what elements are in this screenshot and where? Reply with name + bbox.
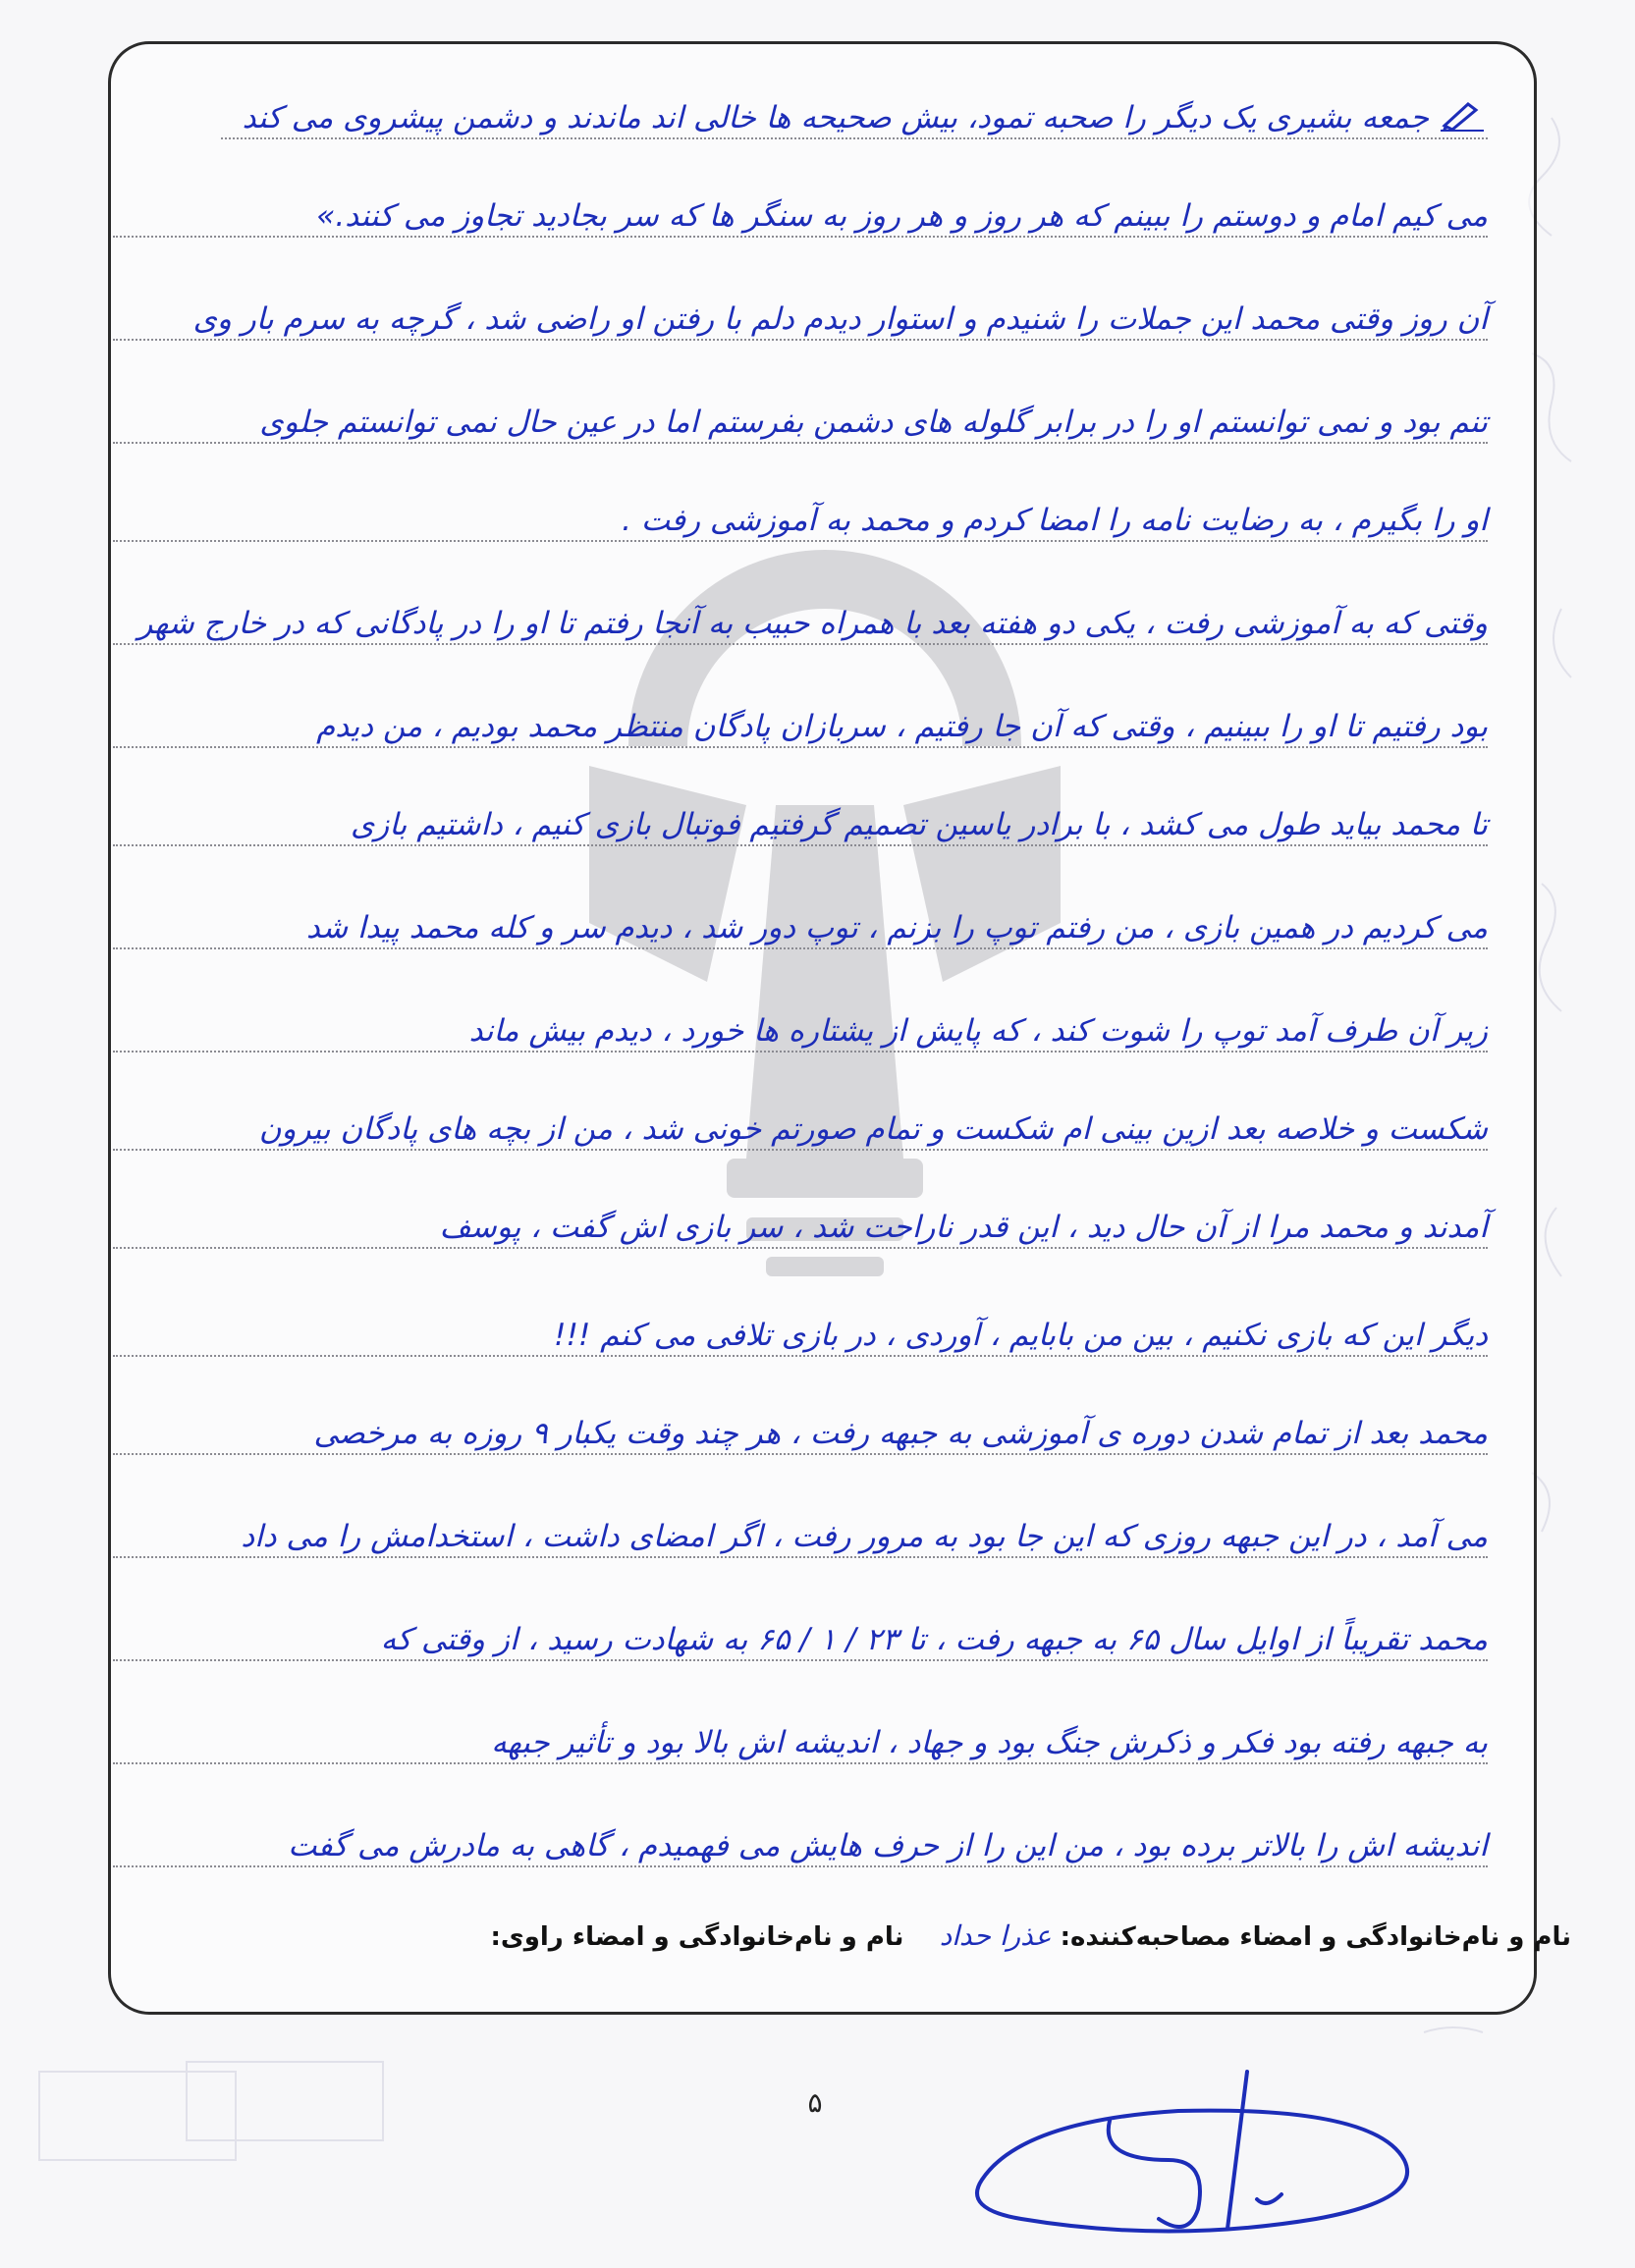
handwritten-line: شکست و خلاصه بعد ازین بینی ام شکست و تمام صورتم خونی شد ، من از بچه های پادگان بیرون [258, 1111, 1488, 1147]
handwritten-line: زیر آن طرف آمد توپ را شوت کند ، که پایش از یشتاره ها خورد ، دیدم بیش ماند [468, 1013, 1488, 1049]
ruled-line [113, 643, 1488, 645]
page-number: ۵ [807, 2086, 823, 2119]
handwritten-line: وقتی که به آموزشی رفت ، یکی دو هفته بعد با همراه حبیب به آنجا رفتم تا او را در پادگانی که در خارج شهر [137, 606, 1488, 641]
ruled-line [113, 1149, 1488, 1151]
ruled-line [113, 1355, 1488, 1357]
handwritten-line: محمد بعد از تمام شدن دوره ی آموزشی به جبهه رفت ، هر چند وقت یکبار ۹ روزه به مرخصی [313, 1416, 1488, 1451]
handwritten-line: آمدند و محمد مرا از آن حال دید ، این قدر ناراحت شد ، سر بازی اش گفت ، پوسف [439, 1210, 1488, 1245]
signature-scribble [962, 2062, 1414, 2248]
ruled-line [113, 746, 1488, 748]
ruled-line [113, 1865, 1488, 1867]
handwritten-line: اندیشه اش را بالاتر برده بود ، من این را از حرف هایش می فهمیدم ، گاهی به مادرش می گفت [288, 1828, 1488, 1863]
ruled-line [221, 137, 1488, 139]
ruled-line [113, 1247, 1488, 1249]
handwritten-line: جمعه بشیری یک دیگر را صحبه تمود، بیش صحیحه ها خالی اند ماندند و دشمن پیشروی می کند [242, 100, 1429, 135]
handwritten-line: آن روز وقتی محمد این جملات را شنیدم و استوار دیدم دلم با رفتن او راضی شد ، گرچه به سرم بار وی [192, 301, 1488, 337]
handwritten-line: تا محمد بیاید طول می کشد ، با برادر یاسین تصمیم گرفتیم فوتبال بازی کنیم ، داشتیم بازی [351, 807, 1488, 842]
interviewer-label: نام و نام‌خانوادگی و امضاء مصاحبه‌کننده: [1060, 1922, 1571, 1952]
handwritten-line: تنم بود و نمی توانستم او را در برابر گلوله های دشمن بفرستم اما در عین حال نمی توانستم جلوی [259, 405, 1488, 440]
ruled-line [113, 1659, 1488, 1661]
pen-icon [1439, 98, 1486, 132]
ruled-line [113, 947, 1488, 949]
handwritten-line: به جبهه رفته بود فکر و ذکرش جنگ بود و جهاد ، اندیشه اش بالا بود و تأثیر جبهه [491, 1725, 1488, 1760]
interviewer-name: عذرا حداد [939, 1919, 1052, 1952]
handwritten-line: بود رفتیم تا او را ببینیم ، وقتی که آن جا رفتیم ، سربازان پادگان منتظر محمد بودیم ، من دیدم [316, 709, 1488, 744]
handwritten-line: او را بگیرم ، به رضایت نامه را امضا کردم و محمد به آموزشی رفت . [622, 503, 1488, 538]
ruled-line [113, 236, 1488, 238]
handwritten-line: می کیم امام و دوستم را ببینم که هر روز و هر روز به سنگر ها که سر بجادید تجاوز می کنند.» [316, 198, 1488, 234]
ruled-line [113, 1453, 1488, 1455]
ruled-line [113, 442, 1488, 444]
ruled-line [113, 339, 1488, 341]
ruled-line [113, 1762, 1488, 1764]
narrator-label: نام و نام‌خانوادگی و امضاء راوی: [490, 1922, 904, 1952]
handwritten-line: محمد تقریباً از اوایل سال ۶۵ به جبهه رفت ، تا ۲۳ / ۱ / ۶۵ به شهادت رسید ، از وقتی که [380, 1622, 1488, 1657]
signature-labels-row [196, 1919, 1571, 1952]
ruled-line [113, 844, 1488, 846]
ruled-line [113, 1556, 1488, 1558]
ruled-line [113, 540, 1488, 542]
ruled-line [113, 1051, 1488, 1053]
handwritten-line: می کردیم در همین بازی ، من رفتم توپ را بزنم ، توپ دور شد ، دیدم سر و کله محمد پیدا شد [305, 910, 1488, 945]
handwritten-line: دیگر این که بازی نکنیم ، بین من بابایم ، آوردی ، در بازی تلافی می کنم !!! [554, 1318, 1488, 1353]
handwritten-line: می آمد ، در این جبهه روزی که این جا بود به مرور رفت ، اگر امضای داشت ، استخدامش را می داد [241, 1519, 1488, 1554]
